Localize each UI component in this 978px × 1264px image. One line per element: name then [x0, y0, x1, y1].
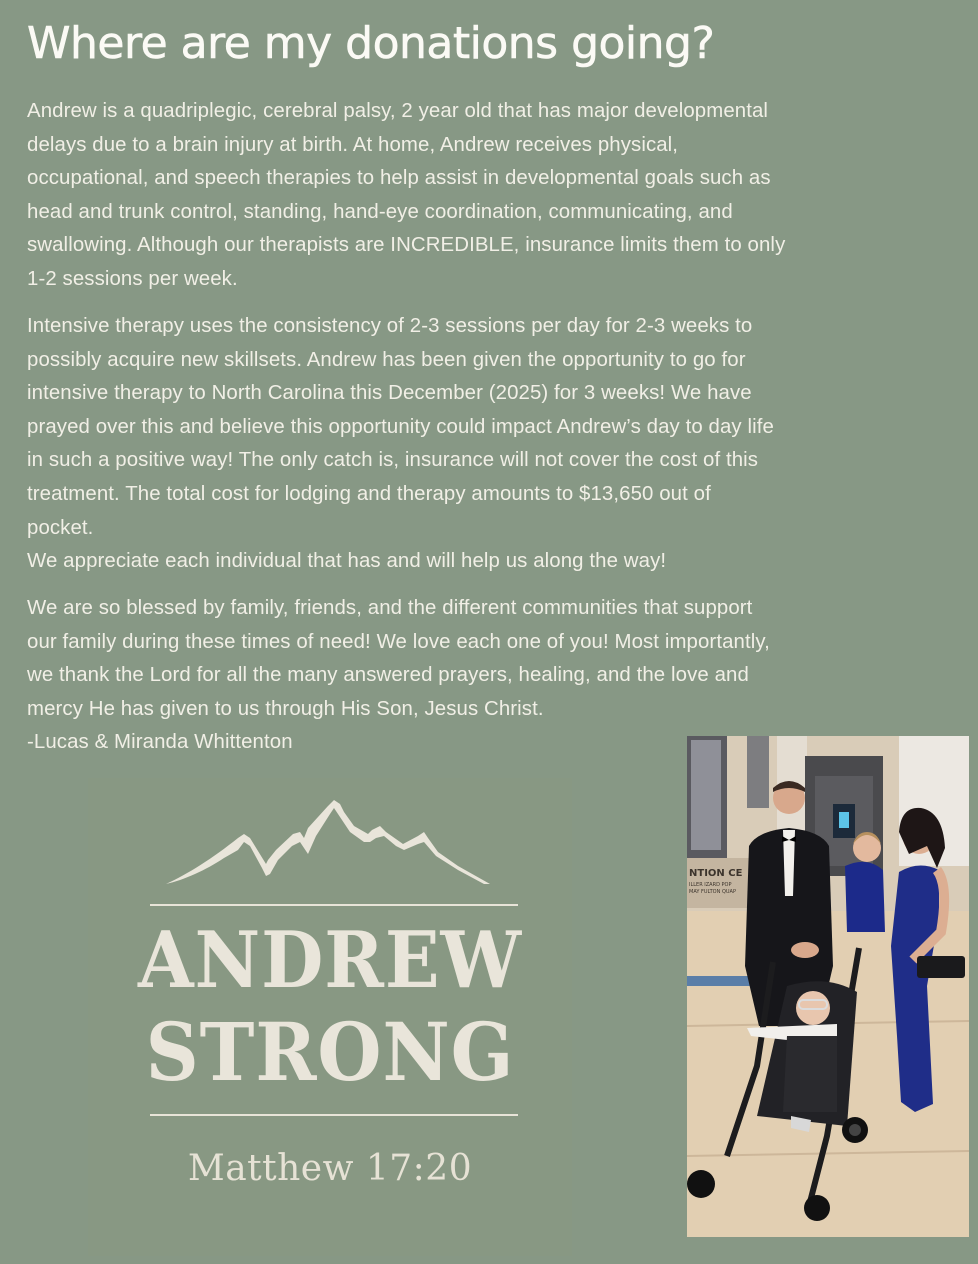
logo-line-strong: STRONG: [145, 1005, 515, 1099]
text-line: We are so blessed by family, friends, and the different communities that support: [27, 597, 753, 619]
text-line: in such a positive way! The only catch is, insurance will not cover the cost of this: [27, 449, 759, 472]
signature: -Lucas & Miranda Whittenton: [27, 731, 293, 754]
sign-subtext: MAY FULTON QUAP: [689, 889, 736, 895]
text-line: Intensive therapy uses the consistency of 2-3 sessions per day for 2-3 weeks to: [27, 315, 753, 337]
text-line: delays due to a brain injury at birth. At home, Andrew receives physical,: [27, 133, 679, 156]
paragraph-thanks: [27, 592, 932, 760]
paragraph-intensive-therapy: [27, 310, 932, 579]
family-photo-illustration: [687, 736, 969, 1237]
text-line: Andrew is a quadriplegic, cerebral palsy, 2 year old that has major developmental: [27, 100, 769, 122]
text-line: intensive therapy to North Carolina this December (2025) for 3 weeks! We have: [27, 382, 752, 405]
page-title: Where are my donations going?: [27, 18, 715, 69]
andrew-strong-logo: [88, 778, 572, 1256]
paragraph-about-andrew: [27, 95, 932, 297]
family-photo: [687, 736, 969, 1237]
text-line: We appreciate each individual that has and will help us along the way!: [27, 550, 667, 573]
text-line: treatment. The total cost for lodging and therapy amounts to $13,650 out of: [27, 482, 711, 505]
text-line: prayed over this and believe this opportunity could impact Andrew’s day to day life: [27, 415, 774, 438]
mountain-icon: [158, 798, 508, 888]
sign-text: NTION CE: [689, 868, 743, 879]
text-line: our family during these times of need! We love each one of you! Most importantly,: [27, 630, 770, 653]
sign-subtext: ILLER IZARD POP: [689, 882, 732, 888]
text-line: we thank the Lord for all the many answered prayers, healing, and the love and: [27, 664, 749, 687]
text-line: swallowing. Although our therapists are INCREDIBLE, insurance limits them to only: [27, 234, 786, 257]
text-line: occupational, and speech therapies to help assist in developmental goals such as: [27, 167, 771, 190]
text-line: possibly acquire new skillsets. Andrew has been given the opportunity to go for: [27, 348, 746, 371]
bible-verse: Matthew 17:20: [187, 1148, 473, 1189]
text-line: mercy He has given to us through His Son, Jesus Christ.: [27, 697, 544, 720]
divider: [150, 1114, 518, 1116]
text-line: pocket.: [27, 516, 94, 539]
divider: [150, 904, 518, 906]
text-line: 1-2 sessions per week.: [27, 267, 238, 290]
logo-line-andrew: ANDREW: [138, 915, 522, 1006]
text-line: head and trunk control, standing, hand-eye coordination, communicating, and: [27, 200, 733, 223]
